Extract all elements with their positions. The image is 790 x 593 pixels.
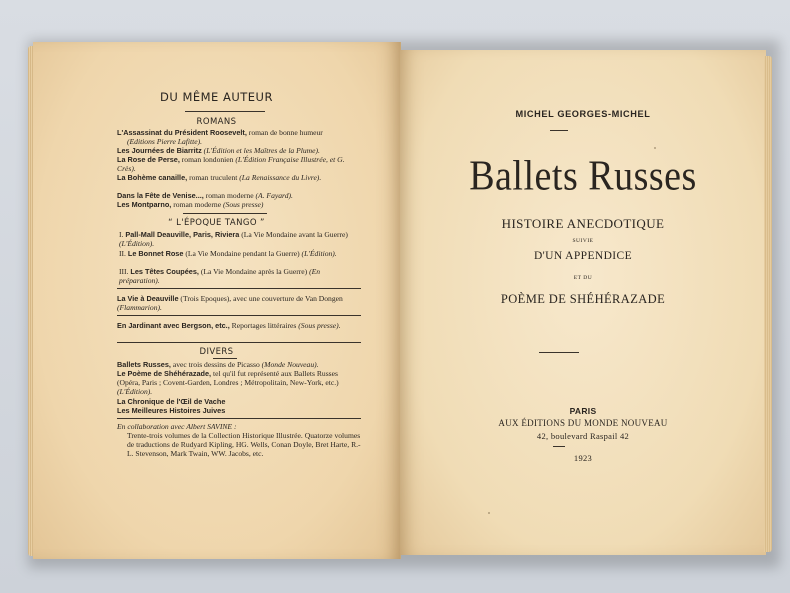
year: 1923 <box>573 453 593 463</box>
left-page <box>33 42 401 559</box>
divider-rule <box>117 342 361 343</box>
list-item: II. Le Bonnet Rose (La Vie Mondaine pendant la Guerre) (L'Édition). <box>119 249 337 258</box>
divers-title: DIVERS <box>199 347 234 357</box>
subtitle: HISTOIRE ANECDOTIQUE <box>501 216 665 231</box>
et-du-label: ET DU <box>573 275 593 281</box>
list-item: Le Poème de Shéhérazade, tel qu'il fut représenté aux Ballets Russes (Opéra, Paris ; Covent-Garden, Londres ; Métropolitain, New-York, etc.) (L'Édition). <box>117 369 339 397</box>
list-item: Les Montparno, roman moderne (Sous presse) <box>117 200 264 209</box>
list-item: Dans la Fête de Venise..., roman moderne (A. Fayard). <box>117 191 293 200</box>
epoque-title: “ L'ÉPOQUE TANGO ” <box>168 218 265 228</box>
poeme-line: POÈME DE SHÉHÉRAZADE <box>500 292 666 306</box>
city: PARIS <box>569 406 597 416</box>
list-item: La Bohème canaille, roman truculent (La Renaissance du Livre). <box>117 173 322 182</box>
list-item: L'Assassinat du Président Roosevelt, roman de bonne humeur (Editions Pierre Lafitte). <box>117 128 323 147</box>
author-rule <box>550 130 568 131</box>
divider-rule <box>117 315 361 316</box>
section-rule <box>183 213 267 214</box>
year-rule <box>553 446 565 447</box>
collab-text: Trente-trois volumes de la Collection Historique Illustrée. Quatorze volumes de traductions de Rudyard Kipling, HG. Wells, Conan Doyle, Bret Harte, R.-L. Stevenson, Mark Twain, WW. Jacobs, etc. <box>127 431 361 459</box>
author-name: MICHEL GEORGES-MICHEL <box>515 109 651 119</box>
list-item: La Vie à Deauville (Trois Epoques), avec une couverture de Van Dongen (Flammarion). <box>117 294 343 313</box>
list-item: Les Meilleures Histoires Juives <box>117 406 226 415</box>
collab-intro: En collaboration avec Albert SAVINE : <box>117 422 237 431</box>
suivie-label: SUIVIE <box>572 238 594 244</box>
list-item: III. Les Têtes Coupées, (La Vie Mondaine après la Guerre) (En préparation). <box>119 267 321 286</box>
middle-rule <box>539 352 579 353</box>
right-page-edge <box>764 56 772 552</box>
heading-rule <box>185 111 265 112</box>
book-title: Ballets Russes <box>469 152 697 200</box>
list-item: Ballets Russes, avec trois dessins de Picasso (Monde Nouveau). <box>117 360 319 369</box>
romans-title: ROMANS <box>196 117 237 127</box>
divider-rule <box>117 418 361 419</box>
paper-speck <box>488 512 490 514</box>
page-heading: DU MÊME AUTEUR <box>160 90 273 104</box>
address: 42, boulevard Raspail 42 <box>536 431 630 441</box>
list-item: La Rose de Perse, roman londonien (L'Édition Française Illustrée, et G. Crès). <box>117 155 345 174</box>
section-rule <box>213 358 237 359</box>
list-item: I. Pall-Mall Deauville, Paris, Riviera (La Vie Mondaine avant la Guerre) (L'Édition). <box>119 230 348 249</box>
divider-rule <box>117 288 361 289</box>
appendice-line: D'UN APPENDICE <box>533 250 633 262</box>
list-item: La Chronique de l'Œil de Vache <box>117 397 226 406</box>
publisher: AUX ÉDITIONS DU MONDE NOUVEAU <box>498 418 668 428</box>
right-page <box>400 50 766 555</box>
list-item: Les Journées de Biarritz (L'Édition et les Maîtres de la Plume). <box>117 146 320 155</box>
list-item: En Jardinant avec Bergson, etc., Reportages littéraires (Sous presse). <box>117 321 341 330</box>
paper-speck <box>654 147 656 149</box>
